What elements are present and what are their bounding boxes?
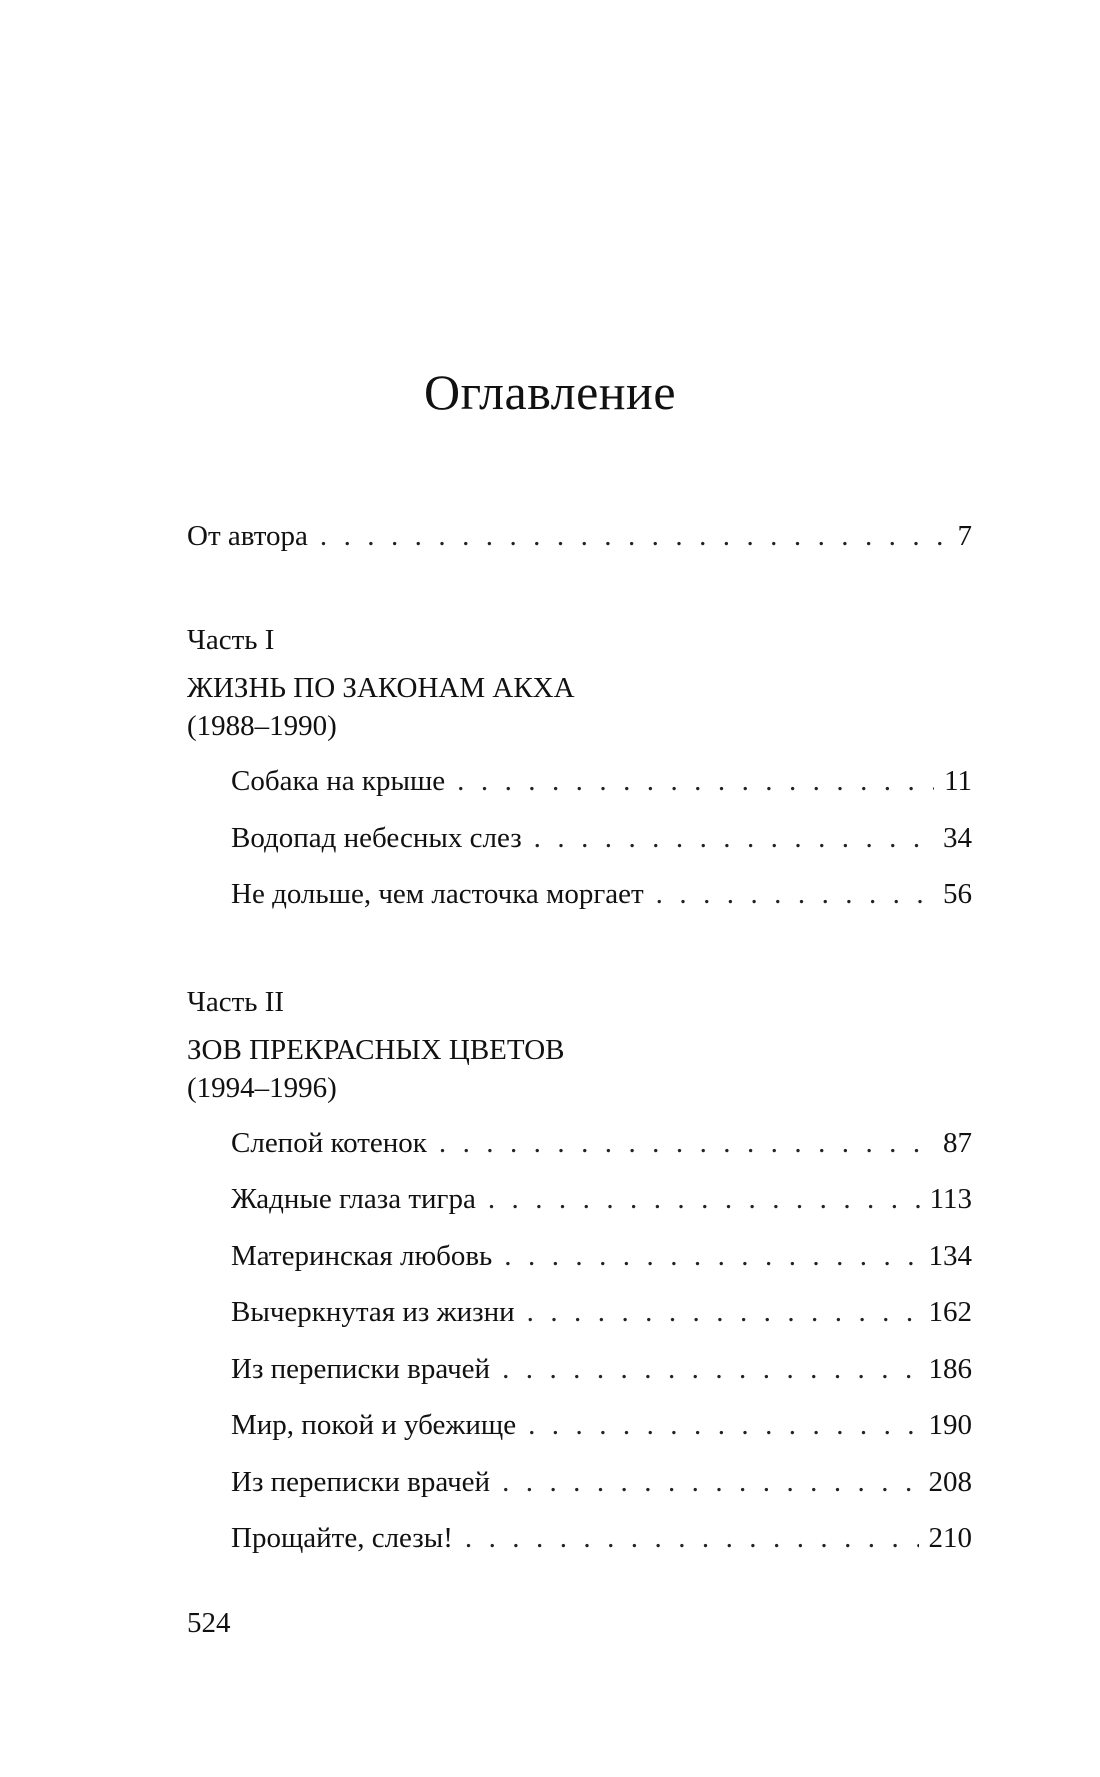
toc-entry	[231, 1520, 972, 1556]
dot-leader	[656, 876, 933, 912]
toc-entry	[231, 820, 972, 856]
toc-entry-label: Водопад небесных слез	[231, 822, 522, 854]
toc-entry-page: 11	[944, 765, 972, 797]
page-title: Оглавление	[423, 364, 677, 420]
toc-entry	[231, 1181, 972, 1217]
toc-entry-page: 162	[928, 1296, 972, 1328]
toc-entry-page: 134	[928, 1240, 972, 1272]
toc-entry	[231, 1238, 972, 1274]
dot-leader	[320, 518, 942, 554]
part-1-label: Часть I	[187, 624, 275, 656]
part-2-title: ЗОВ ПРЕКРАСНЫХ ЦВЕТОВ	[187, 1034, 565, 1066]
dot-leader	[439, 1125, 933, 1161]
toc-entry	[231, 1351, 972, 1387]
dot-leader	[488, 1181, 920, 1217]
toc-entry-page: 7	[957, 520, 972, 552]
dot-leader	[457, 763, 934, 799]
toc-entry-page: 56	[943, 878, 972, 910]
toc-entry	[231, 876, 972, 912]
part-2-label: Часть II	[187, 986, 285, 1018]
toc-entry-page: 190	[928, 1409, 972, 1441]
toc-entry	[231, 763, 972, 799]
toc-entry-page: 34	[943, 822, 972, 854]
toc-entry-label: Из переписки врачей	[231, 1466, 491, 1498]
toc-entry-label: Слепой котенок	[231, 1127, 427, 1159]
toc-entry-label: Из переписки врачей	[231, 1353, 491, 1385]
toc-entry-label: Жадные глаза тигра	[231, 1183, 476, 1215]
toc-entry	[231, 1125, 972, 1161]
toc-entry-page: 210	[928, 1522, 972, 1554]
toc-entry-page: 113	[929, 1183, 972, 1215]
part-2-years: (1994–1996)	[187, 1072, 337, 1104]
dot-leader	[502, 1351, 918, 1387]
dot-leader	[465, 1520, 919, 1556]
toc-entry	[231, 1407, 972, 1443]
dot-leader	[504, 1238, 918, 1274]
toc-entry-label: Собака на крыше	[231, 765, 446, 797]
page-number: 524	[187, 1607, 231, 1639]
part-1-years: (1988–1990)	[187, 710, 337, 742]
dot-leader	[502, 1464, 918, 1500]
toc-entry-page: 87	[943, 1127, 972, 1159]
dot-leader	[528, 1407, 918, 1443]
part-1-title: ЖИЗНЬ ПО ЗАКОНАМ АКХА	[187, 672, 575, 704]
toc-entry-page: 186	[928, 1353, 972, 1385]
toc-entry-page: 208	[928, 1466, 972, 1498]
toc-entry-preface	[187, 518, 972, 554]
toc-entry-label: Вычеркнутая из жизни	[231, 1296, 515, 1328]
toc-entry-label: Не дольше, чем ласточка моргает	[231, 878, 644, 910]
toc-entry-label: Материнская любовь	[231, 1240, 493, 1272]
toc-entry	[231, 1464, 972, 1500]
dot-leader	[527, 1294, 919, 1330]
toc-entry-label: Прощайте, слезы!	[231, 1522, 453, 1554]
dot-leader	[534, 820, 933, 856]
toc-entry-label: От автора	[187, 520, 308, 552]
toc-entry-label: Мир, покой и убежище	[231, 1409, 517, 1441]
toc-entry	[231, 1294, 972, 1330]
